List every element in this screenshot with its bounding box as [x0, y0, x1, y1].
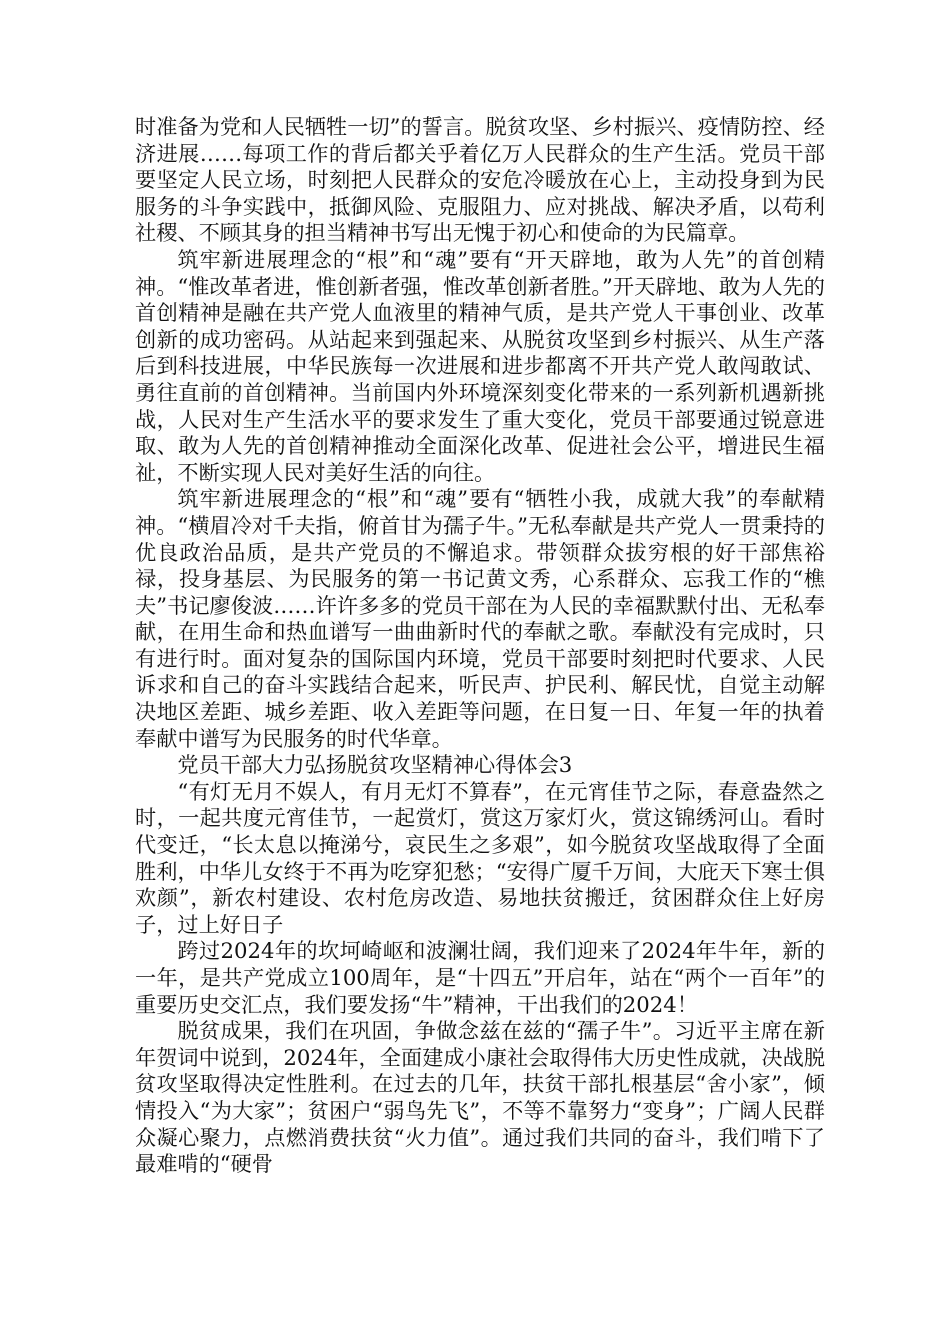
- section-heading: 党员干部大力弘扬脱贫攻坚精神心得体会3: [177, 752, 573, 778]
- paragraph-5: 跨过2024年的坎坷崎岖和波澜壮阔，我们迎来了2024年牛年，新的一年，是共产党成立100周年，是“十四五”开启年，站在“两个一百年”的重要历史交汇点，我们要发扬“牛”精神，干出我们的2024！: [135, 938, 825, 1017]
- paragraph-1: 时准备为党和人民牺牲一切”的誓言。脱贫攻坚、乡村振兴、疫情防控、经济进展……每项工作的背后都关乎着亿万人民群众的生产生活。党员干部要坚定人民立场，时刻把人民群众的安危冷暖放在心上，主动投身到为民服务的斗争实践中，抵御风险、克服阻力、应对挑战、解决矛盾，以苟利社稷、不顾其身的担当精神书写出无愧于初心和使命的为民篇章。: [135, 114, 825, 246]
- paragraph-2: 筑牢新进展理念的“根”和“魂”要有“开天辟地，敢为人先”的首创精神。“惟改革者进，惟创新者强，惟改革创新者胜。”开天辟地、敢为人先的首创精神是融在共产党人血液里的精神气质，是共产党人干事创业、改革创新的成功密码。从站起来到强起来、从脱贫攻坚到乡村振兴、从生产落后到科技进展，中华民族每一次进展和进步都离不开共产党人敢闯敢试、勇往直前的首创精神。当前国内外环境深刻变化带来的一系列新机遇新挑战，人民对生产生活水平的要求发生了重大变化，党员干部要通过锐意进取、敢为人先的首创精神推动全面深化改革、促进社会公平，增进民生福祉，不断实现人民对美好生活的向往。: [135, 246, 825, 485]
- document-body: [135, 114, 825, 1178]
- paragraph-3: 筑牢新进展理念的“根”和“魂”要有“牺牲小我，成就大我”的奉献精神。“横眉冷对千夫指，俯首甘为孺子牛。”无私奉献是共产党人一贯秉持的优良政治品质，是共产党员的不懈追求。带领群众拔穷根的好干部焦裕禄，投身基层、为民服务的第一书记黄文秀，心系群众、忘我工作的“樵夫”书记廖俊波……许许多多的党员干部在为人民的幸福默默付出、无私奉献，在用生命和热血谱写一曲曲新时代的奉献之歌。奉献没有完成时，只有进行时。面对复杂的国际国内环境，党员干部要时刻把时代要求、人民诉求和自己的奋斗实践结合起来，听民声、护民利、解民忧，自觉主动解决地区差距、城乡差距、收入差距等问题，在日复一日、年复一年的执着奉献中谱写为民服务的时代华章。: [135, 486, 825, 751]
- paragraph-6: 脱贫成果，我们在巩固，争做念兹在兹的“孺子牛”。习近平主席在新年贺词中说到，2024年，全面建成小康社会取得伟大历史性成就，决战脱贫攻坚取得决定性胜利。在过去的几年，扶贫干部扎根基层“舍小家”，倾情投入“为大家”；贫困户“弱鸟先飞”，不等不靠努力“变身”；广阔人民群众凝心聚力，点燃消费扶贫“火力值”。通过我们共同的奋斗，我们啃下了最难啃的“硬骨: [135, 1018, 825, 1177]
- paragraph-4: “有灯无月不娱人，有月无灯不算春”，在元宵佳节之际，春意盎然之时，一起共度元宵佳节，一起赏灯，赏这万家灯火，赏这锦绣河山。看时代变迁，“长太息以掩涕兮，哀民生之多艰”，如今脱贫攻坚战取得了全面胜利，中华儿女终于不再为吃穿犯愁；“安得广厦千万间，大庇天下寒士俱欢颜”，新农村建设、农村危房改造、易地扶贫搬迁，贫困群众住上好房子，过上好日子: [135, 778, 825, 937]
